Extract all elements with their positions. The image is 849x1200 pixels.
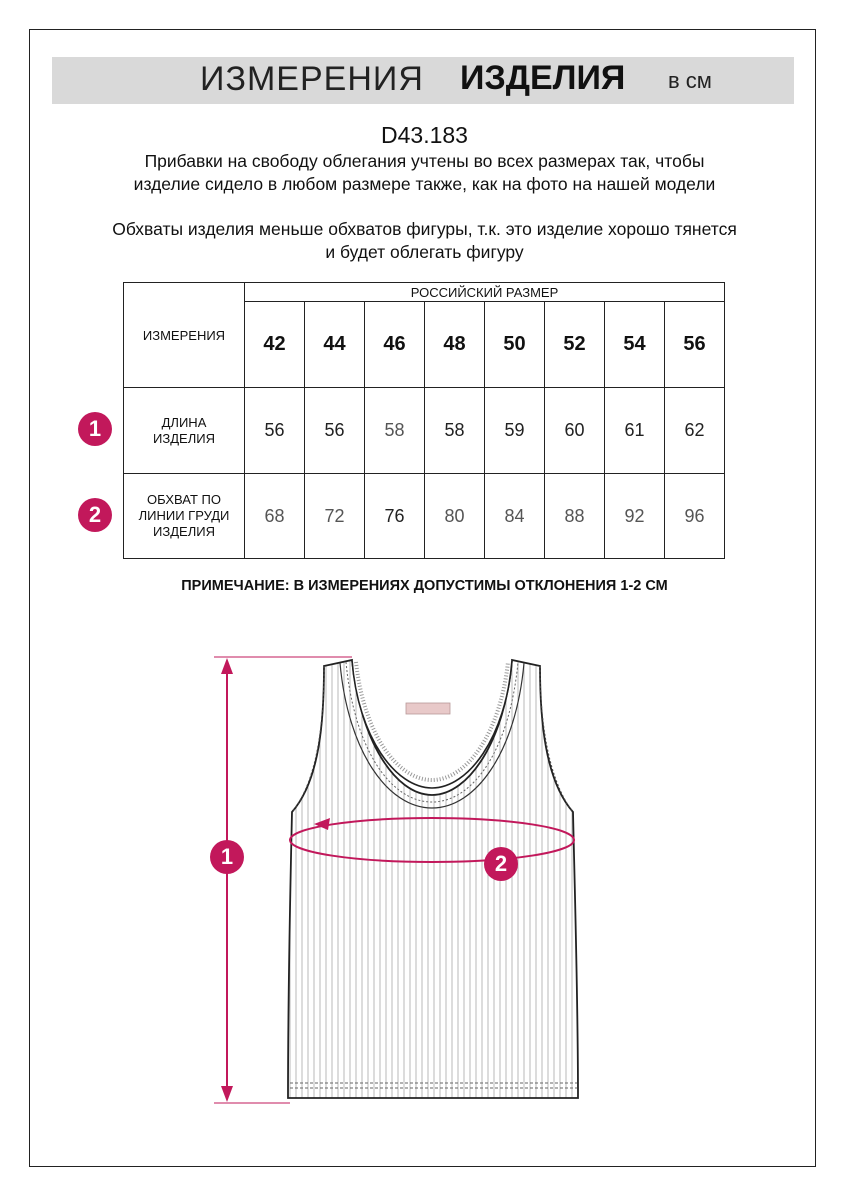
value-cell: 72 [305, 474, 365, 559]
size-header: 52 [545, 302, 605, 388]
row-label-line: ИЗДЕЛИЯ [153, 524, 215, 539]
row-badge-1: 1 [78, 412, 112, 446]
measurements-header: ИЗМЕРЕНИЯ [124, 283, 245, 388]
length-badge: 1 [210, 840, 244, 874]
size-header: 50 [485, 302, 545, 388]
product-code: D43.183 [381, 122, 468, 148]
title-unit: в см [668, 68, 712, 93]
garment-body [280, 655, 585, 1105]
value-cell: 84 [485, 474, 545, 559]
title-measurements: ИЗМЕРЕНИЯ [200, 60, 424, 98]
value-cell: 58 [425, 388, 485, 474]
value-cell: 92 [605, 474, 665, 559]
value-cell: 76 [365, 474, 425, 559]
size-header: 46 [365, 302, 425, 388]
title-garment: ИЗДЕЛИЯ [460, 59, 626, 97]
size-header: 44 [305, 302, 365, 388]
row-label-line: ЛИНИИ ГРУДИ [138, 508, 230, 523]
row-label-line: ДЛИНА [161, 414, 207, 430]
value-cell: 58 [365, 388, 425, 474]
value-cell: 80 [425, 474, 485, 559]
value-cell: 59 [485, 388, 545, 474]
row-label-line: ИЗДЕЛИЯ [153, 430, 215, 446]
size-header: 54 [605, 302, 665, 388]
value-cell: 56 [245, 388, 305, 474]
intro-paragraph-1: Прибавки на свободу облегания учтены во всех размерах так, чтобы изделие сидело в любом размере также, как на фото на нашей модели [133, 151, 716, 194]
row-label-line: ОБХВАТ ПО [147, 492, 221, 507]
row-badge-2: 2 [78, 498, 112, 532]
value-cell: 96 [665, 474, 725, 559]
size-header: 56 [665, 302, 725, 388]
value-cell: 60 [545, 388, 605, 474]
value-cell: 61 [605, 388, 665, 474]
size-header: 42 [245, 302, 305, 388]
chest-badge: 2 [484, 847, 518, 881]
size-system-label: РОССИЙСКИЙ РАЗМЕР [245, 283, 725, 302]
value-cell: 56 [305, 388, 365, 474]
value-cell: 68 [245, 474, 305, 559]
size-header: 48 [425, 302, 485, 388]
value-cell: 88 [545, 474, 605, 559]
value-cell: 62 [665, 388, 725, 474]
tolerance-note: ПРИМЕЧАНИЕ: В ИЗМЕРЕНИЯХ ДОПУСТИМЫ ОТКЛОНЕНИЯ 1-2 СМ [181, 578, 668, 594]
intro-paragraph-2: Обхваты изделия меньше обхватов фигуры, т.к. это изделие хорошо тянется и будет облегать фигуру [112, 219, 737, 262]
